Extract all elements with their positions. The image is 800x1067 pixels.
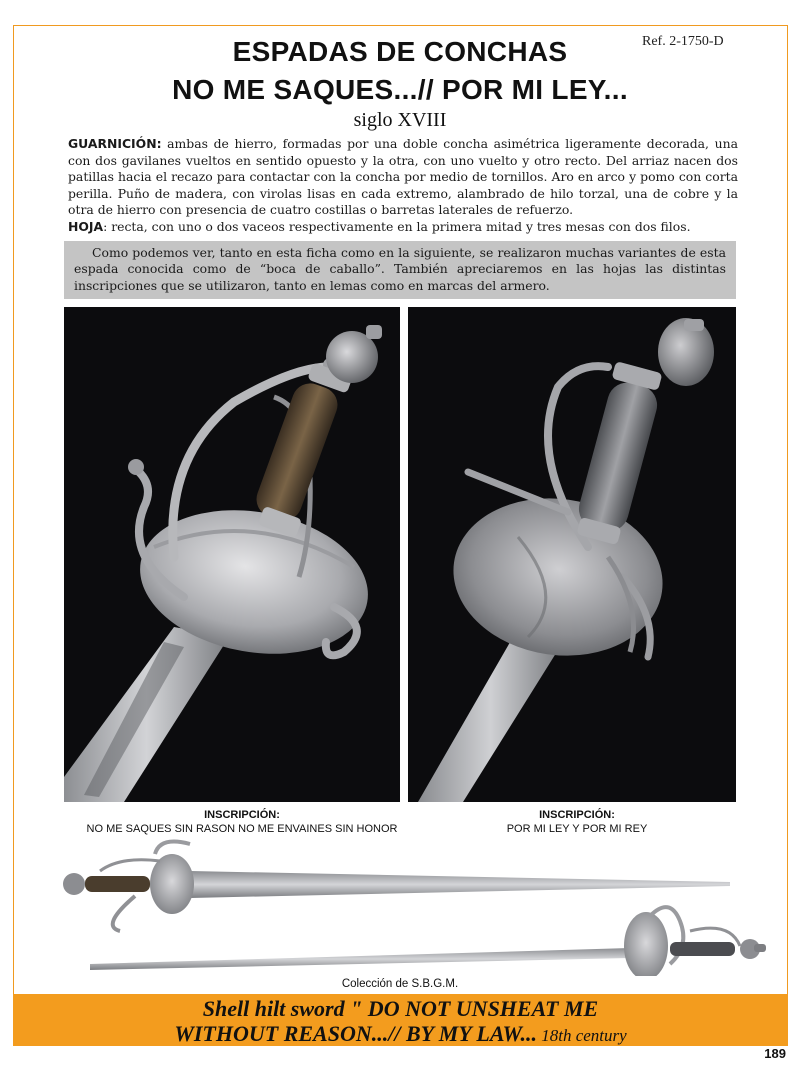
note-box: Como podemos ver, tanto en esta ficha como en la siguiente, se realizaron muchas variantes de esta espada conocida como de “boca de caballo”. También apreciaremos en las hojas las distintas inscripciones que se utilizaron, tanto en lemas como en marcas del armero. (64, 241, 736, 299)
inscription-left (64, 808, 420, 836)
guarnicion-label: GUARNICIÓN: (68, 136, 162, 151)
banner-line-2 (13, 1021, 788, 1048)
hilt-photo-right (408, 307, 736, 802)
collection-credit: Colección de S.B.G.M. (341, 978, 459, 990)
reference-code: Ref. 2-1750-D (642, 34, 724, 49)
full-swords-drawing (40, 836, 780, 976)
banner-line-2-text: WITHOUT REASON...// BY MY LAW... (174, 1021, 537, 1046)
full-swords-image (40, 836, 780, 976)
page-subtitle: siglo XVIII (353, 109, 447, 131)
inscription-right-text: POR MI LEY Y POR MI REY (506, 823, 648, 835)
hoja-label: HOJA (68, 218, 104, 234)
banner-line-1: Shell hilt sword " DO NOT UNSHEAT ME (202, 996, 599, 1021)
inscription-right-label: INSCRIPCIÓN: (539, 809, 615, 821)
hilt-photo-left (64, 307, 400, 802)
inscription-left-text: NO ME SAQUES SIN RASON NO ME ENVAINES SIN HONOR (86, 823, 398, 835)
page-title-line-2: NO ME SAQUES...// POR MI LEY... (172, 74, 628, 105)
hoja-text: : recta, con uno o dos vaceos respectivamente en la primera mitad y tres mesas con dos filos. (103, 218, 691, 234)
inscription-left-label: INSCRIPCIÓN: (204, 809, 280, 821)
banner-century: 18th century (536, 1026, 627, 1045)
hilt-photo-right-image (408, 307, 736, 802)
page-number: 189 (764, 1046, 786, 1061)
inscription-right (412, 808, 742, 836)
guarnicion-text: ambas de hierro, formadas por una doble concha asimétrica ligeramente decorada, una con dos gavilanes vueltos en sentido opuesto y la otra, con uno vuelto y otro recto. Del arriaz nacen dos patillas hacia el recazo para contactar con la concha por medio de tornillos. Aro en arco y pomo con corta perilla. Puño de madera, con virolas lisas en cada extremo, alambrado de hilo torzal, una de cobre y la otra de hierro con presencia de cuatro costillas o barretas laterales de refuerzo. (68, 136, 738, 218)
english-title-banner (13, 994, 788, 1046)
description-paragraph (68, 136, 738, 236)
page-title-line-1: ESPADAS DE CONCHAS (232, 36, 568, 67)
hilt-photo-left-image (64, 307, 400, 802)
